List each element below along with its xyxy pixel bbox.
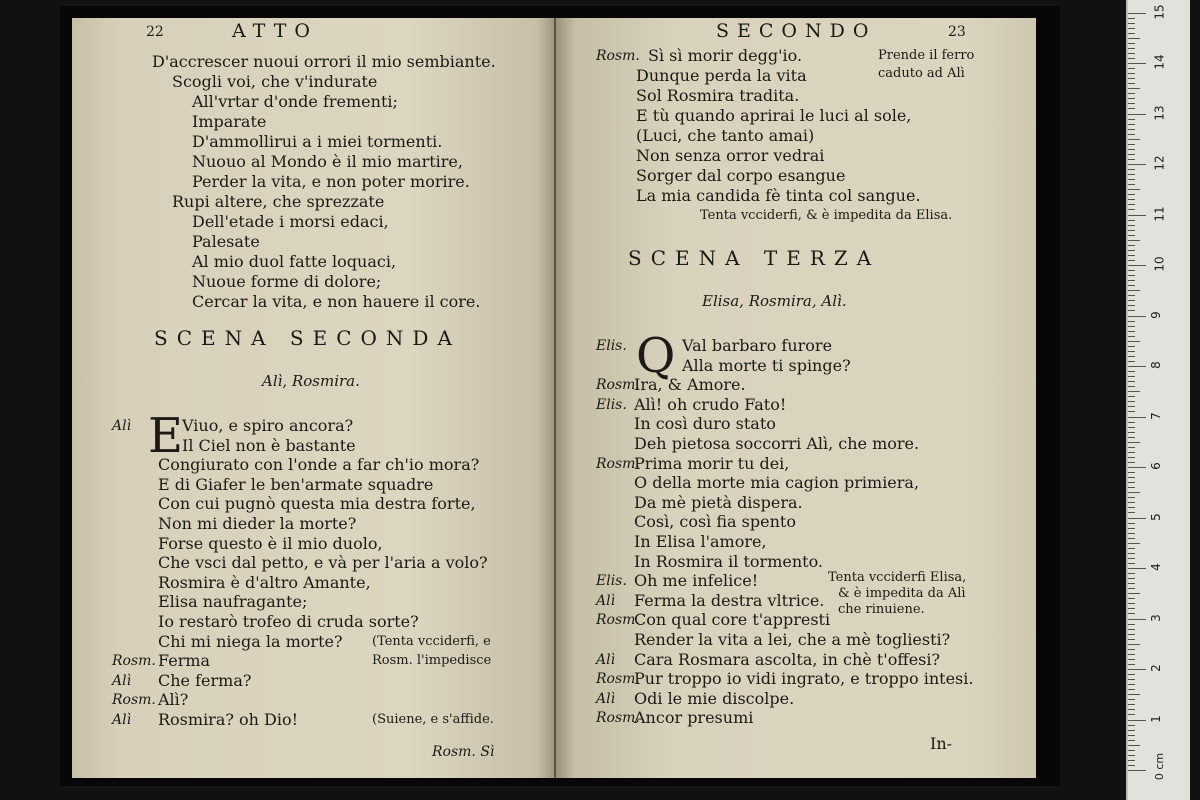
ruler-tick	[1128, 280, 1135, 281]
ruler-tick	[1128, 346, 1135, 347]
ruler-tick	[1128, 422, 1135, 423]
dialogue-line: Ferma	[158, 651, 211, 671]
catchword-right: In-	[930, 734, 953, 753]
measuring-ruler	[1126, 0, 1190, 800]
dialogue-line: Alì?	[158, 690, 189, 710]
ruler-label: 13	[1152, 104, 1167, 121]
ruler-label: 8	[1148, 361, 1163, 369]
ruler-label: 14	[1152, 54, 1167, 70]
ruler-unit: 0 cm	[1153, 752, 1167, 781]
ruler-tick	[1128, 538, 1135, 539]
ruler-tick	[1128, 98, 1135, 99]
dialogue-line: Con qual core t'appresti	[634, 610, 831, 630]
speaker-label: Alì	[112, 712, 132, 728]
ruler-tick	[1128, 199, 1135, 200]
ruler-label: 5	[1148, 512, 1163, 521]
ruler-tick	[1128, 502, 1135, 503]
ruler-tick	[1128, 427, 1135, 428]
open-book	[60, 6, 1060, 786]
side-note-3: che rinuiene.	[838, 602, 925, 617]
dialogue-line: Val barbaro furore	[682, 336, 833, 355]
page-number-left: 22	[146, 24, 164, 40]
dialogue-line: Rosmira? oh Dio!	[158, 710, 299, 729]
ruler-tick	[1128, 745, 1140, 746]
ruler-tick	[1128, 184, 1135, 185]
ruler-tick	[1128, 326, 1135, 327]
ruler-tick	[1128, 654, 1135, 655]
speaker-label: Alì	[112, 672, 132, 689]
side-note-2: & è impedita da Alì	[838, 586, 966, 601]
ruler-tick	[1128, 467, 1146, 468]
ruler-tick	[1128, 568, 1146, 569]
ruler-tick	[1128, 154, 1135, 155]
verse-line: Dunque perda la vita	[636, 66, 807, 85]
stage-note-top-1: Prende il ferro	[878, 48, 975, 63]
ruler-tick	[1128, 533, 1135, 534]
ruler-tick	[1128, 396, 1135, 397]
ruler-tick	[1128, 28, 1135, 29]
ruler-tick	[1128, 23, 1135, 24]
ruler-tick	[1128, 250, 1135, 251]
ruler-label: 4	[1148, 563, 1163, 571]
ruler-tick	[1128, 603, 1135, 604]
running-header-right: SECONDO	[716, 20, 877, 42]
ruler-tick	[1128, 684, 1135, 685]
ruler-tick	[1128, 275, 1135, 276]
ruler-tick	[1128, 669, 1146, 670]
verse-line: Cercar la vita, e non hauere il core.	[192, 292, 481, 311]
ruler-tick	[1128, 386, 1135, 387]
speaker-label: Elis.	[596, 338, 627, 354]
ruler-tick	[1128, 68, 1135, 69]
dialogue-line: Che ferma?	[158, 670, 252, 690]
scene-title-right: SCENA TERZA	[628, 246, 881, 270]
ruler-tick	[1128, 285, 1135, 286]
ruler-tick	[1128, 43, 1135, 44]
ruler-tick	[1128, 523, 1135, 524]
ruler-label: 2	[1148, 664, 1163, 672]
dialogue-line: Render la vita a lei, che a mè togliesti?	[634, 630, 951, 649]
dialogue-line: Ferma la destra vltrice.	[634, 590, 825, 610]
ruler-tick	[1128, 189, 1140, 190]
verse-line: Sì sì morir degg'io.	[648, 46, 803, 65]
speaker-label: Rosm.	[596, 671, 640, 688]
dialogue-line: Così, così fia spento	[634, 512, 796, 532]
ruler-tick	[1128, 356, 1135, 357]
ruler-tick	[1128, 563, 1135, 564]
dialogue-line: Ira, & Amore.	[634, 375, 746, 395]
verse-line: E tù quando aprirai le luci al sole,	[636, 106, 912, 125]
dialogue-line: Congiurato con l'onde a far ch'io mora?	[158, 455, 480, 475]
ruler-tick	[1128, 674, 1135, 675]
ruler-tick	[1128, 245, 1135, 246]
dialogue-line: Con cui pugnò questa mia destra forte,	[158, 494, 476, 514]
ruler-tick	[1128, 457, 1135, 458]
ruler-tick	[1128, 593, 1140, 594]
ruler-tick	[1128, 735, 1135, 736]
ruler-label: 3	[1148, 613, 1163, 622]
ruler-tick	[1128, 401, 1135, 402]
ruler-label: 6	[1148, 462, 1163, 470]
ruler-tick	[1128, 295, 1135, 296]
ruler-tick	[1128, 689, 1135, 690]
ruler-tick	[1128, 507, 1135, 508]
ruler-tick	[1128, 255, 1135, 256]
verse-line: Perder la vita, e non poter morire.	[192, 172, 470, 191]
ruler-tick	[1128, 179, 1135, 180]
ruler-tick	[1128, 725, 1135, 726]
verse-line: Imparate	[192, 112, 267, 131]
ruler-tick	[1128, 48, 1135, 49]
dialogue-line: In Elisa l'amore,	[634, 532, 767, 551]
ruler-tick	[1128, 194, 1135, 195]
ruler-tick	[1128, 659, 1135, 660]
ruler-tick	[1128, 265, 1146, 266]
dialogue-line: In così duro stato	[634, 414, 776, 434]
verse-line: (Luci, che tanto amai)	[636, 126, 815, 145]
ruler-tick	[1128, 209, 1135, 210]
side-note-1: Tenta vcciderfi Elisa,	[828, 570, 967, 585]
ruler-tick	[1128, 144, 1135, 145]
ruler-tick	[1128, 709, 1135, 710]
ruler-tick	[1128, 553, 1135, 554]
ruler-tick	[1128, 366, 1146, 367]
stage-direction: Tenta vcciderfi, & è impedita da Elisa.	[700, 208, 953, 223]
ruler-tick	[1128, 558, 1135, 559]
verse-line: Non senza orror vedrai	[636, 146, 825, 165]
running-header-left: ATTO	[232, 20, 318, 42]
ruler-tick	[1128, 664, 1135, 665]
ruler-tick	[1128, 58, 1135, 59]
ruler-tick	[1128, 704, 1135, 705]
ruler-tick	[1128, 53, 1135, 54]
ruler-tick	[1128, 331, 1135, 332]
ruler-tick	[1128, 750, 1135, 751]
ruler-tick	[1128, 13, 1146, 14]
ruler-tick	[1128, 629, 1135, 630]
speaker-label: Rosm.	[596, 377, 640, 394]
speaker-label: Elis.	[596, 573, 627, 590]
ruler-tick	[1128, 543, 1140, 544]
ruler-tick	[1128, 760, 1135, 761]
ruler-tick	[1128, 497, 1135, 498]
speaker-label: Alì	[112, 418, 132, 434]
dialogue-line: Alla morte ti spinge?	[682, 355, 851, 375]
ruler-tick	[1128, 578, 1135, 579]
ruler-tick	[1128, 174, 1135, 175]
speaker-label: Rosm.	[596, 612, 640, 629]
dialogue-line: E di Giafer le ben'armate squadre	[158, 474, 434, 494]
ruler-tick	[1128, 699, 1135, 700]
dialogue-line: Non mi dieder la morte?	[158, 514, 357, 533]
ruler-tick	[1128, 477, 1135, 478]
dialogue-line: Prima morir tu dei,	[634, 453, 790, 473]
speaker-label: Alì	[596, 690, 616, 707]
dialogue-line: Deh pietosa soccorri Alì, che more.	[634, 434, 920, 453]
ruler-tick	[1128, 649, 1135, 650]
ruler-tick	[1128, 720, 1146, 721]
dialogue-line: Cara Rosmara ascolta, in chè t'offesi?	[634, 649, 941, 669]
catchword-left: Rosm. Sì	[432, 744, 495, 760]
dialogue-line: In Rosmira il tormento.	[634, 551, 824, 571]
ruler-tick	[1128, 108, 1135, 109]
ruler-tick	[1128, 619, 1146, 620]
verse-line: La mia candida fè tinta col sangue.	[636, 186, 921, 205]
ruler-tick	[1128, 447, 1135, 448]
ruler-tick	[1128, 518, 1146, 519]
ruler-tick	[1128, 18, 1135, 19]
ruler-label: 7	[1148, 411, 1163, 420]
verse-line: Rupi altere, che sprezzate	[172, 192, 385, 211]
dialogue-line: Alì! oh crudo Fato!	[634, 394, 787, 414]
ruler-tick	[1128, 644, 1140, 645]
ruler-tick	[1128, 235, 1135, 236]
right-page	[556, 18, 1036, 778]
ruler-tick	[1128, 300, 1135, 301]
stage-note: (Tenta vcciderfi, e	[372, 633, 491, 649]
scene-cast-left: Alì, Rosmira.	[262, 372, 360, 390]
ruler-tick	[1128, 634, 1135, 635]
speaker-label: Rosm.	[596, 48, 640, 64]
ruler-tick	[1128, 38, 1140, 39]
stage-note: (Suiene, e s'affide.	[372, 712, 494, 727]
speaker-label: Alì	[596, 651, 616, 668]
ruler-tick	[1128, 608, 1135, 609]
ruler-tick	[1128, 487, 1135, 488]
scene-title-left: SCENA SECONDA	[154, 326, 461, 350]
ruler-label: 10	[1152, 256, 1167, 272]
ruler-tick	[1128, 169, 1135, 170]
ruler-label: 12	[1152, 155, 1167, 171]
left-page	[72, 18, 556, 778]
ruler-tick	[1128, 411, 1135, 412]
ruler-tick	[1128, 442, 1140, 443]
ruler-tick	[1128, 240, 1140, 241]
ruler-tick	[1128, 528, 1135, 529]
ruler-label: 15	[1152, 3, 1167, 20]
ruler-tick	[1128, 770, 1146, 771]
ruler-tick	[1128, 361, 1135, 362]
verse-line: Scogli voi, che v'indurate	[172, 72, 378, 91]
drop-cap-left: E	[148, 408, 184, 464]
ruler-tick	[1128, 149, 1135, 150]
ruler-tick	[1128, 639, 1135, 640]
verse-line: Dell'etade i morsi edaci,	[192, 212, 389, 231]
verse-line: Al mio duol fatte loquaci,	[192, 252, 397, 271]
dialogue-line: Elisa naufragante;	[158, 592, 308, 612]
speaker-label: Alì	[596, 592, 616, 609]
verse-line: Palesate	[192, 232, 260, 251]
verse-line: All'vrtar d'onde frementi;	[192, 92, 398, 111]
page-number-right: 23	[948, 24, 966, 40]
ruler-tick	[1128, 351, 1135, 352]
ruler-tick	[1128, 598, 1135, 599]
ruler-tick	[1128, 381, 1135, 382]
ruler-tick	[1128, 305, 1135, 306]
stage-note: Rosm. l'impedisce	[372, 653, 492, 669]
ruler-tick	[1128, 679, 1135, 680]
verse-line: D'ammollirui a i miei tormenti.	[192, 132, 443, 151]
dialogue-line: Viuo, e spiro ancora?	[182, 416, 354, 435]
ruler-tick	[1128, 437, 1135, 438]
ruler-tick	[1128, 225, 1135, 226]
ruler-label: 11	[1152, 205, 1167, 222]
dialogue-line: Pur troppo io vidi ingrato, e troppo intesi.	[634, 669, 974, 689]
dialogue-line: Odi le mie discolpe.	[634, 688, 795, 708]
dialogue-line: Io restarò trofeo di cruda sorte?	[158, 612, 419, 631]
verse-line: D'accrescer nuoui orrori il mio sembiante.	[152, 52, 496, 71]
ruler-tick	[1128, 512, 1135, 513]
ruler-tick	[1128, 321, 1135, 322]
ruler-tick	[1128, 588, 1135, 589]
speaker-label: Rosm.	[596, 455, 640, 472]
ruler-tick	[1128, 406, 1135, 407]
ruler-tick	[1128, 290, 1140, 291]
ruler-tick	[1128, 33, 1135, 34]
ruler-tick	[1128, 714, 1135, 715]
verse-line: Sol Rosmira tradita.	[636, 86, 800, 105]
ruler-tick	[1128, 336, 1135, 337]
ruler-tick	[1128, 83, 1135, 84]
ruler-tick	[1128, 73, 1135, 74]
ruler-tick	[1128, 204, 1135, 205]
ruler-tick	[1128, 129, 1135, 130]
scene-cast-right: Elisa, Rosmira, Alì.	[702, 292, 847, 310]
verse-line: Nuouo al Mondo è il mio martire,	[192, 152, 463, 171]
ruler-tick	[1128, 93, 1135, 94]
dialogue-line: O della morte mia cagion primiera,	[634, 473, 920, 493]
ruler-tick	[1128, 371, 1135, 372]
ruler-label: 9	[1148, 310, 1163, 319]
ruler-tick	[1128, 119, 1135, 120]
dialogue-line: Rosmira è d'altro Amante,	[158, 572, 371, 592]
ruler-tick	[1128, 134, 1135, 135]
ruler-tick	[1128, 391, 1140, 392]
ruler-tick	[1128, 78, 1135, 79]
dialogue-line: Ancor presumi	[634, 708, 754, 728]
dialogue-line: Il Ciel non è bastante	[182, 435, 356, 455]
ruler-tick	[1128, 740, 1135, 741]
ruler-tick	[1128, 270, 1135, 271]
ruler-tick	[1128, 472, 1135, 473]
speaker-label: Rosm.	[596, 710, 640, 727]
dialogue-line: Oh me infelice!	[634, 571, 759, 591]
dialogue-line: Da mè pietà dispera.	[634, 492, 803, 512]
ruler-label: 1	[1148, 714, 1163, 723]
drop-cap-right: Q	[636, 328, 676, 384]
ruler-tick	[1128, 103, 1135, 104]
ruler-tick	[1128, 159, 1135, 160]
verse-line: Nuoue forme di dolore;	[192, 272, 382, 291]
ruler-tick	[1128, 139, 1140, 140]
ruler-tick	[1128, 114, 1146, 115]
ruler-tick	[1128, 730, 1135, 731]
ruler-tick	[1128, 694, 1140, 695]
speaker-label: Rosm.	[112, 653, 156, 670]
ruler-tick	[1128, 220, 1135, 221]
ruler-tick	[1128, 548, 1135, 549]
ruler-tick	[1128, 260, 1135, 261]
dialogue-line: Che vsci dal petto, e và per l'aria a volo?	[158, 553, 488, 573]
ruler-tick	[1128, 755, 1135, 756]
ruler-tick	[1128, 341, 1140, 342]
verse-line: Sorger dal corpo esangue	[636, 166, 846, 185]
ruler-tick	[1128, 417, 1146, 418]
ruler-tick	[1128, 164, 1146, 165]
ruler-tick	[1128, 124, 1135, 125]
ruler-tick	[1128, 492, 1140, 493]
ruler-tick	[1128, 310, 1135, 311]
ruler-tick	[1128, 462, 1135, 463]
speaker-label: Elis.	[596, 396, 627, 413]
ruler-tick	[1128, 452, 1135, 453]
ruler-tick	[1128, 432, 1135, 433]
ruler-tick	[1128, 215, 1146, 216]
ruler-tick	[1128, 230, 1135, 231]
stage-note-top-2: caduto ad Alì	[878, 66, 965, 81]
ruler-tick	[1128, 624, 1135, 625]
ruler-tick	[1128, 316, 1146, 317]
ruler-tick	[1128, 88, 1140, 89]
ruler-tick	[1128, 573, 1135, 574]
dialogue-line: Chi mi niega la morte?	[158, 631, 343, 651]
ruler-tick	[1128, 765, 1135, 766]
ruler-tick	[1128, 482, 1135, 483]
dialogue-line: Forse questo è il mio duolo,	[158, 533, 383, 553]
ruler-tick	[1128, 583, 1135, 584]
speaker-label: Rosm.	[112, 692, 156, 709]
ruler-tick	[1128, 63, 1146, 64]
ruler-tick	[1128, 613, 1135, 614]
ruler-tick	[1128, 376, 1135, 377]
